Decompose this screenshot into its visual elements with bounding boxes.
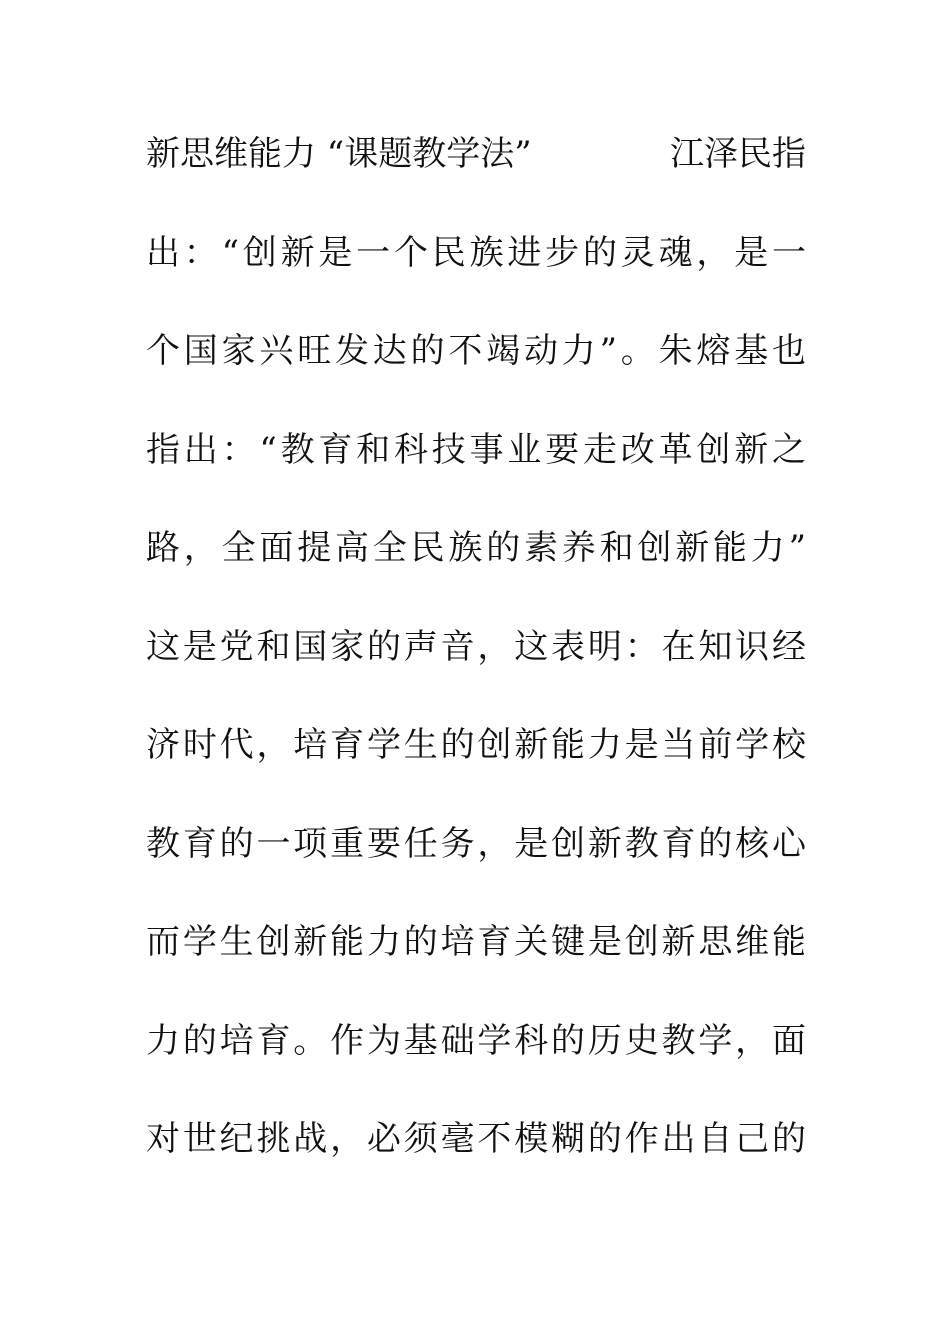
body-text: [146, 125, 806, 1209]
text-line-1-left: 新思维能力 “课题教学法”: [146, 134, 532, 174]
text-line-2: 出：“创新是一个民族进步的灵魂，是一: [146, 232, 806, 273]
text-line-5: 路，全面提高全民族的素养和创新能力”: [146, 528, 806, 568]
text-line-7: 济时代，培育学生的创新能力是当前学校: [146, 725, 806, 765]
text-line-3: 个国家兴旺发达的不竭动力”。朱熔基也: [146, 331, 806, 371]
text-line-4: 指出：“教育和科技事业要走改革创新之: [146, 429, 806, 470]
text-line-11: 对世纪挑战，必须毫不模糊的作出自己的: [146, 1119, 806, 1159]
text-line-10: 力的培育。作为基础学科的历史教学，面: [146, 1020, 806, 1061]
text-line-8: 教育的一项重要任务，是创新教育的核心: [146, 823, 806, 864]
text-line-6: 这是党和国家的声音，这表明：在知识经: [146, 626, 806, 667]
text-line-1: [146, 125, 806, 224]
text-line-1-right: 江泽民指: [670, 134, 806, 174]
text-line-9: 而学生创新能力的培育关键是创新思维能: [146, 922, 806, 962]
